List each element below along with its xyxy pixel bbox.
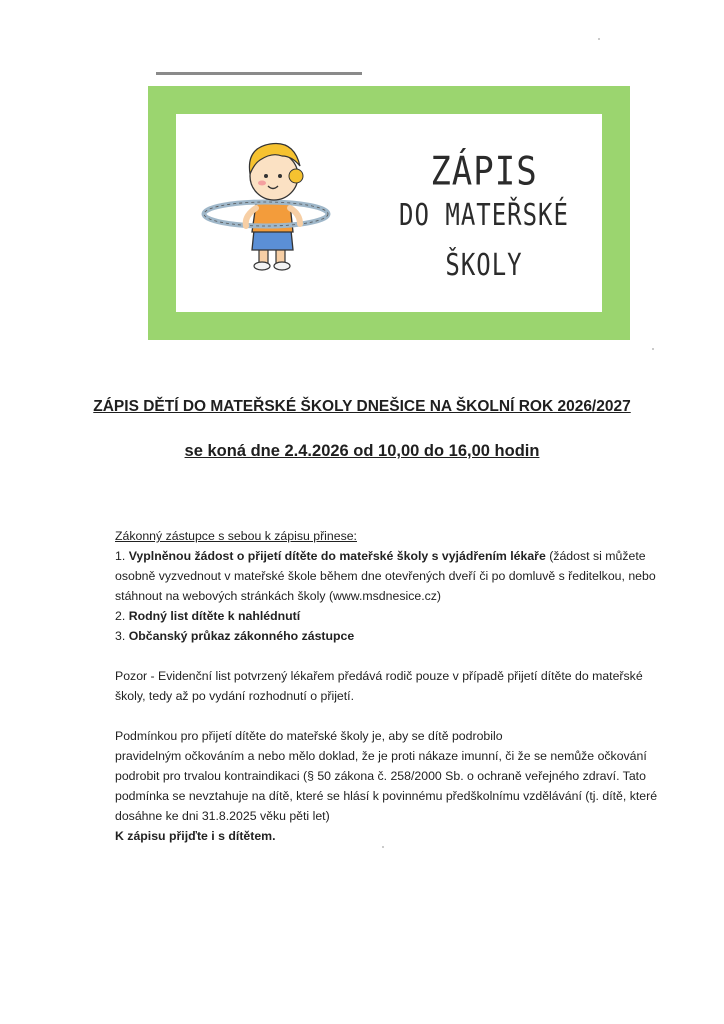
banner-panel bbox=[176, 114, 602, 312]
item1-rest: (žádost si můžete osobně vyzvednout v mateřské škole během dne otevřených dveří či po domluvě s ředitelkou, nebo stáhnout na webových stránkách školy (www.msdnesice.cz) bbox=[115, 549, 656, 603]
closing-line: K zápisu přijďte i s dítětem. bbox=[115, 829, 276, 843]
item3-number: 3. bbox=[115, 629, 126, 643]
main-heading: ZÁPIS DĚTÍ DO MATEŘSKÉ ŠKOLY DNEŠICE NA ŠKOLNÍ ROK 2026/2027 bbox=[93, 398, 631, 415]
requirement-item-2 bbox=[115, 606, 675, 626]
condition-paragraph: pravidelným očkováním a nebo mělo doklad, že je proti nákaze imunní, či že se nemůže očkování podrobit pro trvalou kontraindikaci (§ 50 zákona č. 258/2000 Sb. o ochraně veřejného zdraví. Tato podmínka se nevztahuje na dítě, které se hlásí k povinnému předškolnímu vzdělávání (tj. dítě, které dosáhne ke dni 31.8.2025 věku pěti let) bbox=[115, 749, 658, 823]
item1-number: 1. bbox=[115, 549, 126, 563]
scan-speck bbox=[652, 348, 654, 350]
body-text bbox=[115, 526, 675, 846]
scan-speck bbox=[598, 38, 600, 40]
date-heading: se koná dne 2.4.2026 od 10,00 do 16,00 hodin bbox=[184, 442, 540, 460]
banner-title-line1: ZÁPIS bbox=[430, 149, 538, 195]
item2-number: 2. bbox=[115, 609, 126, 623]
item3-bold: Občanský průkaz zákonného zástupce bbox=[128, 629, 355, 643]
child-with-hula-hoop-illustration bbox=[196, 130, 346, 280]
item1-bold: Vyplněnou žádost o přijetí dítěte do mateřské školy s vyjádřením lékaře bbox=[128, 549, 546, 563]
banner-frame bbox=[148, 86, 630, 340]
banner-title bbox=[364, 149, 604, 283]
condition-line1: Podmínkou pro přijetí dítěte do mateřské školy je, aby se dítě podrobilo bbox=[115, 729, 503, 743]
requirement-item-1 bbox=[115, 546, 675, 606]
banner-title-line2: DO MATEŘSKÉ ŠKOLY bbox=[399, 197, 569, 283]
requirements-intro: Zákonný zástupce s sebou k zápisu přinese: bbox=[115, 529, 357, 543]
top-rule bbox=[156, 72, 362, 75]
notice-paragraph: Pozor - Evidenční list potvrzený lékařem předává rodič pouze v případě přijetí dítěte do mateřské školy, tedy až po vydání rozhodnutí o přijetí. bbox=[115, 669, 643, 703]
item2-bold: Rodný list dítěte k nahlédnutí bbox=[128, 609, 301, 623]
scan-speck bbox=[382, 846, 384, 848]
requirement-item-3 bbox=[115, 626, 675, 646]
